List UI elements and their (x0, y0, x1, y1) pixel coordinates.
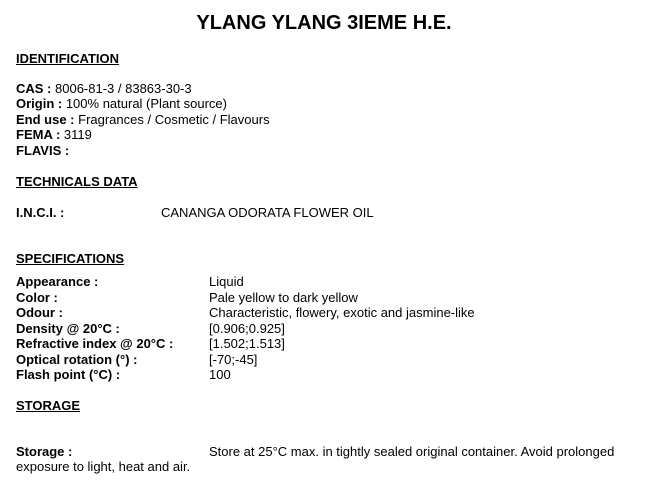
spec-label-optical-rotation: Optical rotation (°) : (16, 352, 138, 367)
fema-label: FEMA : (16, 127, 61, 142)
spec-value-density: [0.906;0.925] (209, 321, 285, 336)
flavis-label: FLAVIS : (16, 143, 70, 158)
spec-label-appearance: Appearance : (16, 274, 99, 289)
cas-label: CAS : (16, 81, 52, 96)
origin-label: Origin : (16, 96, 63, 111)
fema-value: 3119 (60, 127, 92, 142)
spec-label-color: Color : (16, 290, 58, 305)
cas-line (16, 81, 192, 96)
spec-value-appearance: Liquid (209, 274, 244, 289)
storage-value-line2: exposure to light, heat and air. (16, 459, 191, 474)
specifications-heading: SPECIFICATIONS (16, 251, 125, 266)
enduse-line (16, 112, 270, 127)
cas-value: 8006-81-3 / 83863-30-3 (51, 81, 192, 96)
origin-value: 100% natural (Plant source) (62, 96, 227, 111)
spec-value-odour: Characteristic, flowery, exotic and jasmine-like (209, 305, 475, 320)
spec-value-color: Pale yellow to dark yellow (209, 290, 358, 305)
identification-heading: IDENTIFICATION (16, 51, 120, 66)
storage-label: Storage : (16, 444, 73, 459)
inci-label: I.N.C.I. : (16, 205, 65, 220)
enduse-value: Fragrances / Cosmetic / Flavours (74, 112, 270, 127)
technicals-heading: TECHNICALS DATA (16, 174, 138, 189)
spec-value-refractive-index: [1.502;1.513] (209, 336, 285, 351)
spec-label-odour: Odour : (16, 305, 63, 320)
spec-label-flash-point: Flash point (°C) : (16, 367, 121, 382)
spec-value-optical-rotation: [-70;-45] (209, 352, 258, 367)
spec-label-density: Density @ 20°C : (16, 321, 120, 336)
spec-label-refractive-index: Refractive index @ 20°C : (16, 336, 174, 351)
document-title: YLANG YLANG 3IEME H.E. (196, 12, 452, 34)
flavis-line (16, 143, 69, 158)
origin-line (16, 96, 227, 111)
fema-line (16, 127, 92, 142)
storage-value-line1: Store at 25°C max. in tightly sealed original container. Avoid prolonged (209, 444, 615, 459)
spec-value-flash-point: 100 (209, 367, 231, 382)
enduse-label: End use : (16, 112, 75, 127)
inci-value: CANANGA ODORATA FLOWER OIL (161, 205, 374, 220)
storage-heading: STORAGE (16, 398, 81, 413)
